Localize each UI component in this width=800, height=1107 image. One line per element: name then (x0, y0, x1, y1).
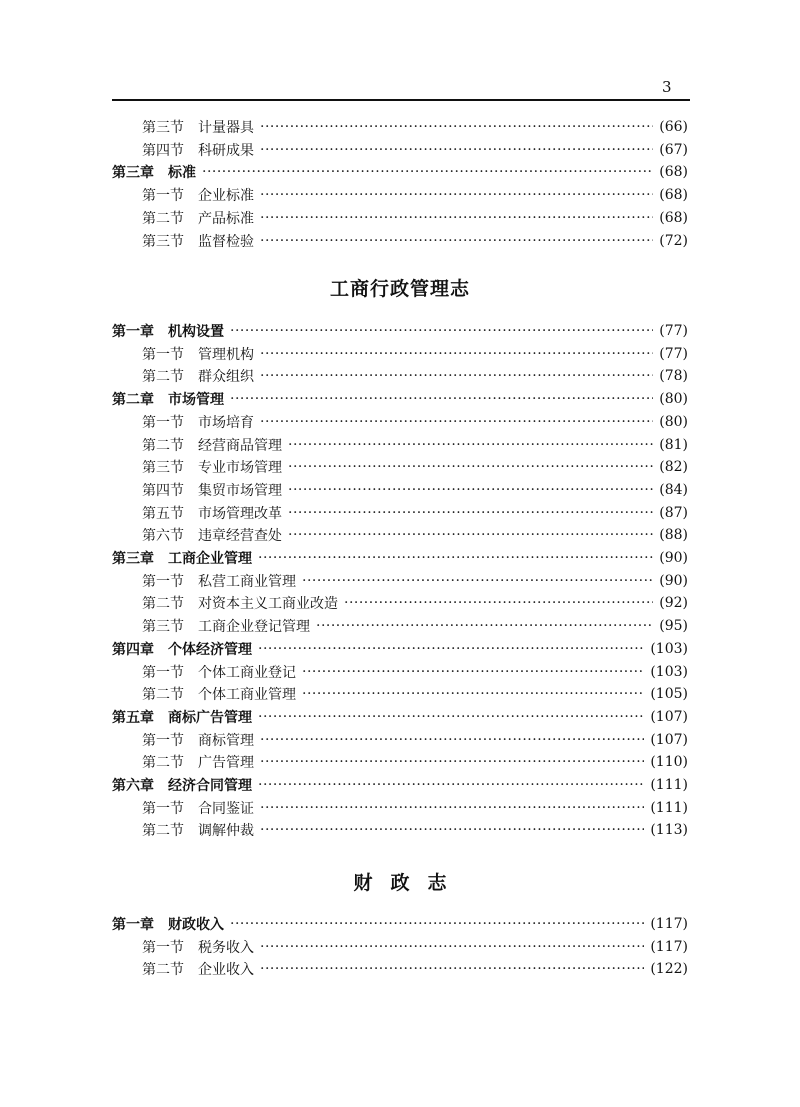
toc-section-entry (142, 502, 688, 524)
dot-leader (260, 119, 653, 135)
entry-number: 第一章 (112, 917, 154, 933)
entry-number: 第一节 (142, 939, 184, 956)
entry-page: (84) (659, 481, 688, 498)
entry-page: (110) (650, 754, 688, 771)
toc-chapter-entry (112, 388, 688, 410)
entry-title: 税务收入 (198, 939, 254, 956)
toc-section-entry (142, 184, 688, 206)
toc-section-entry (142, 936, 688, 958)
toc-chapter-entry (112, 638, 688, 660)
entry-number: 第六节 (142, 528, 184, 545)
entry-title: 广告管理 (198, 755, 254, 772)
entry-page: (68) (659, 187, 688, 204)
toc-section-entry (142, 958, 688, 980)
dot-leader (288, 459, 653, 475)
entry-number: 第一章 (112, 324, 154, 340)
dot-leader (260, 187, 653, 203)
entry-title: 私营工商业管理 (198, 573, 296, 590)
entry-title: 市场管理 (168, 392, 224, 409)
toc-chapter-entry (112, 547, 688, 569)
toc-chapter-entry (112, 320, 688, 342)
toc-section-entry (142, 411, 688, 433)
entry-title: 监督检验 (198, 233, 254, 250)
dot-leader (260, 754, 644, 770)
toc-section-entry (142, 456, 688, 478)
entry-number: 第二节 (142, 962, 184, 979)
toc-section-entry (142, 592, 688, 614)
dot-leader (260, 233, 653, 249)
entry-number: 第二节 (142, 369, 184, 386)
entry-title: 科研成果 (198, 142, 254, 159)
entry-page: (77) (659, 323, 688, 339)
entry-title: 企业标准 (198, 188, 254, 205)
entry-title: 市场培育 (198, 414, 254, 431)
entry-number: 第六章 (112, 778, 154, 794)
entry-number: 第四节 (142, 142, 184, 159)
entry-title: 对资本主义工商业改造 (198, 596, 338, 613)
entry-number: 第一节 (142, 346, 184, 363)
entry-page: (68) (659, 209, 688, 226)
dot-leader (260, 939, 644, 955)
entry-page: (113) (650, 822, 688, 839)
entry-number: 第四章 (112, 641, 154, 658)
dot-leader (260, 822, 644, 838)
dot-leader (260, 368, 653, 384)
entry-title: 个体经济管理 (168, 641, 252, 658)
entry-page: (80) (659, 413, 688, 430)
entry-page: (66) (659, 119, 688, 135)
entry-page: (117) (650, 916, 688, 932)
toc-chapter-entry (112, 706, 688, 728)
entry-number: 第一节 (142, 188, 184, 205)
dot-leader (288, 505, 653, 521)
entry-title: 群众组织 (198, 369, 254, 386)
toc-section-entry (142, 207, 688, 229)
entry-title: 集贸市场管理 (198, 482, 282, 499)
entry-title: 企业收入 (198, 962, 254, 979)
dot-leader (288, 437, 653, 453)
toc-section-entry (142, 729, 688, 751)
toc-chapter-entry (112, 161, 688, 183)
entry-number: 第三节 (142, 619, 184, 636)
entry-title: 经济合同管理 (168, 778, 252, 794)
entry-number: 第一节 (142, 664, 184, 681)
entry-title: 调解仲裁 (198, 823, 254, 840)
entry-number: 第二节 (142, 823, 184, 840)
entry-page: (67) (659, 141, 688, 158)
entry-number: 第一节 (142, 800, 184, 817)
entry-title: 管理机构 (198, 346, 254, 363)
entry-page: (90) (659, 572, 688, 589)
entry-page: (87) (659, 504, 688, 521)
entry-title: 个体工商业登记 (198, 664, 296, 681)
toc-section-entry (142, 819, 688, 841)
entry-title: 合同鉴证 (198, 800, 254, 817)
toc-section-entry (142, 116, 688, 138)
entry-page: (111) (650, 777, 688, 793)
entry-number: 第五章 (112, 709, 154, 726)
entry-title: 财政收入 (168, 917, 224, 933)
entry-number: 第三章 (112, 165, 154, 182)
entry-page: (103) (650, 640, 688, 657)
entry-page: (117) (650, 938, 688, 955)
entry-page: (68) (659, 164, 688, 181)
entry-page: (80) (659, 391, 688, 408)
entry-title: 产品标准 (198, 210, 254, 227)
dot-leader (230, 916, 644, 932)
entry-number: 第五节 (142, 505, 184, 522)
toc-section-entry (142, 365, 688, 387)
toc-section-entry (142, 797, 688, 819)
entry-title: 标准 (168, 165, 196, 182)
toc-section-entry (142, 683, 688, 705)
entry-page: (105) (650, 686, 688, 703)
dot-leader (202, 164, 653, 180)
header-rule (112, 99, 690, 101)
dot-leader (260, 961, 644, 977)
entry-number: 第三节 (142, 233, 184, 250)
entry-page: (92) (659, 595, 688, 612)
toc-section-entry (142, 570, 688, 592)
entry-title: 计量器具 (198, 120, 254, 136)
entry-page: (107) (650, 708, 688, 725)
entry-number: 第三节 (142, 120, 184, 136)
entry-page: (81) (659, 436, 688, 453)
entry-title: 商标广告管理 (168, 709, 252, 726)
dot-leader (258, 550, 653, 566)
entry-page: (111) (650, 799, 688, 816)
entry-number: 第一节 (142, 573, 184, 590)
part-title: 财政志 (353, 872, 465, 894)
entry-title: 商标管理 (198, 732, 254, 749)
entry-number: 第四节 (142, 482, 184, 499)
dot-leader (260, 210, 653, 226)
entry-number: 第三节 (142, 460, 184, 477)
toc-section-entry (142, 139, 688, 161)
toc-chapter-entry (112, 774, 688, 796)
entry-title: 违章经营查处 (198, 528, 282, 545)
dot-leader (288, 527, 653, 543)
toc-section-entry (142, 479, 688, 501)
dot-leader (258, 641, 644, 657)
entry-title: 个体工商业管理 (198, 687, 296, 704)
dot-leader (344, 595, 653, 611)
entry-page: (107) (650, 731, 688, 748)
part-title: 工商行政管理志 (329, 278, 470, 300)
entry-number: 第一节 (142, 732, 184, 749)
entry-number: 第二节 (142, 596, 184, 613)
toc-section-entry (142, 524, 688, 546)
toc-section-entry (142, 230, 688, 252)
dot-leader (258, 777, 644, 793)
dot-leader (260, 142, 653, 158)
entry-page: (78) (659, 368, 688, 385)
dot-leader (302, 573, 653, 589)
toc-section-entry (142, 434, 688, 456)
entry-number: 第二节 (142, 755, 184, 772)
toc-section-entry (142, 343, 688, 365)
entry-page: (90) (659, 550, 688, 566)
dot-leader (260, 414, 653, 430)
entry-title: 工商企业登记管理 (198, 619, 310, 636)
entry-page: (88) (659, 527, 688, 544)
dot-leader (230, 391, 653, 407)
toc-section-entry (142, 615, 688, 637)
entry-page: (82) (659, 459, 688, 476)
entry-title: 专业市场管理 (198, 460, 282, 477)
entry-page: (122) (650, 961, 688, 978)
entry-page: (95) (659, 618, 688, 635)
entry-page: (72) (659, 232, 688, 249)
entry-number: 第二节 (142, 437, 184, 454)
dot-leader (260, 800, 644, 816)
toc-chapter-entry (112, 913, 688, 935)
dot-leader (288, 482, 653, 498)
dot-leader (302, 664, 644, 680)
page-number: 3 (662, 78, 672, 96)
dot-leader (258, 709, 644, 725)
dot-leader (260, 346, 653, 362)
entry-page: (77) (659, 345, 688, 362)
entry-number: 第二节 (142, 687, 184, 704)
dot-leader (260, 732, 644, 748)
toc-section-entry (142, 751, 688, 773)
dot-leader (302, 686, 644, 702)
entry-number: 第一节 (142, 414, 184, 431)
entry-number: 第二节 (142, 210, 184, 227)
entry-title: 机构设置 (168, 324, 224, 340)
toc-section-entry (142, 661, 688, 683)
entry-number: 第三章 (112, 551, 154, 567)
entry-title: 工商企业管理 (168, 551, 252, 567)
entry-title: 市场管理改革 (198, 505, 282, 522)
dot-leader (316, 618, 653, 634)
entry-title: 经营商品管理 (198, 437, 282, 454)
dot-leader (230, 323, 653, 339)
entry-number: 第二章 (112, 392, 154, 409)
entry-page: (103) (650, 663, 688, 680)
